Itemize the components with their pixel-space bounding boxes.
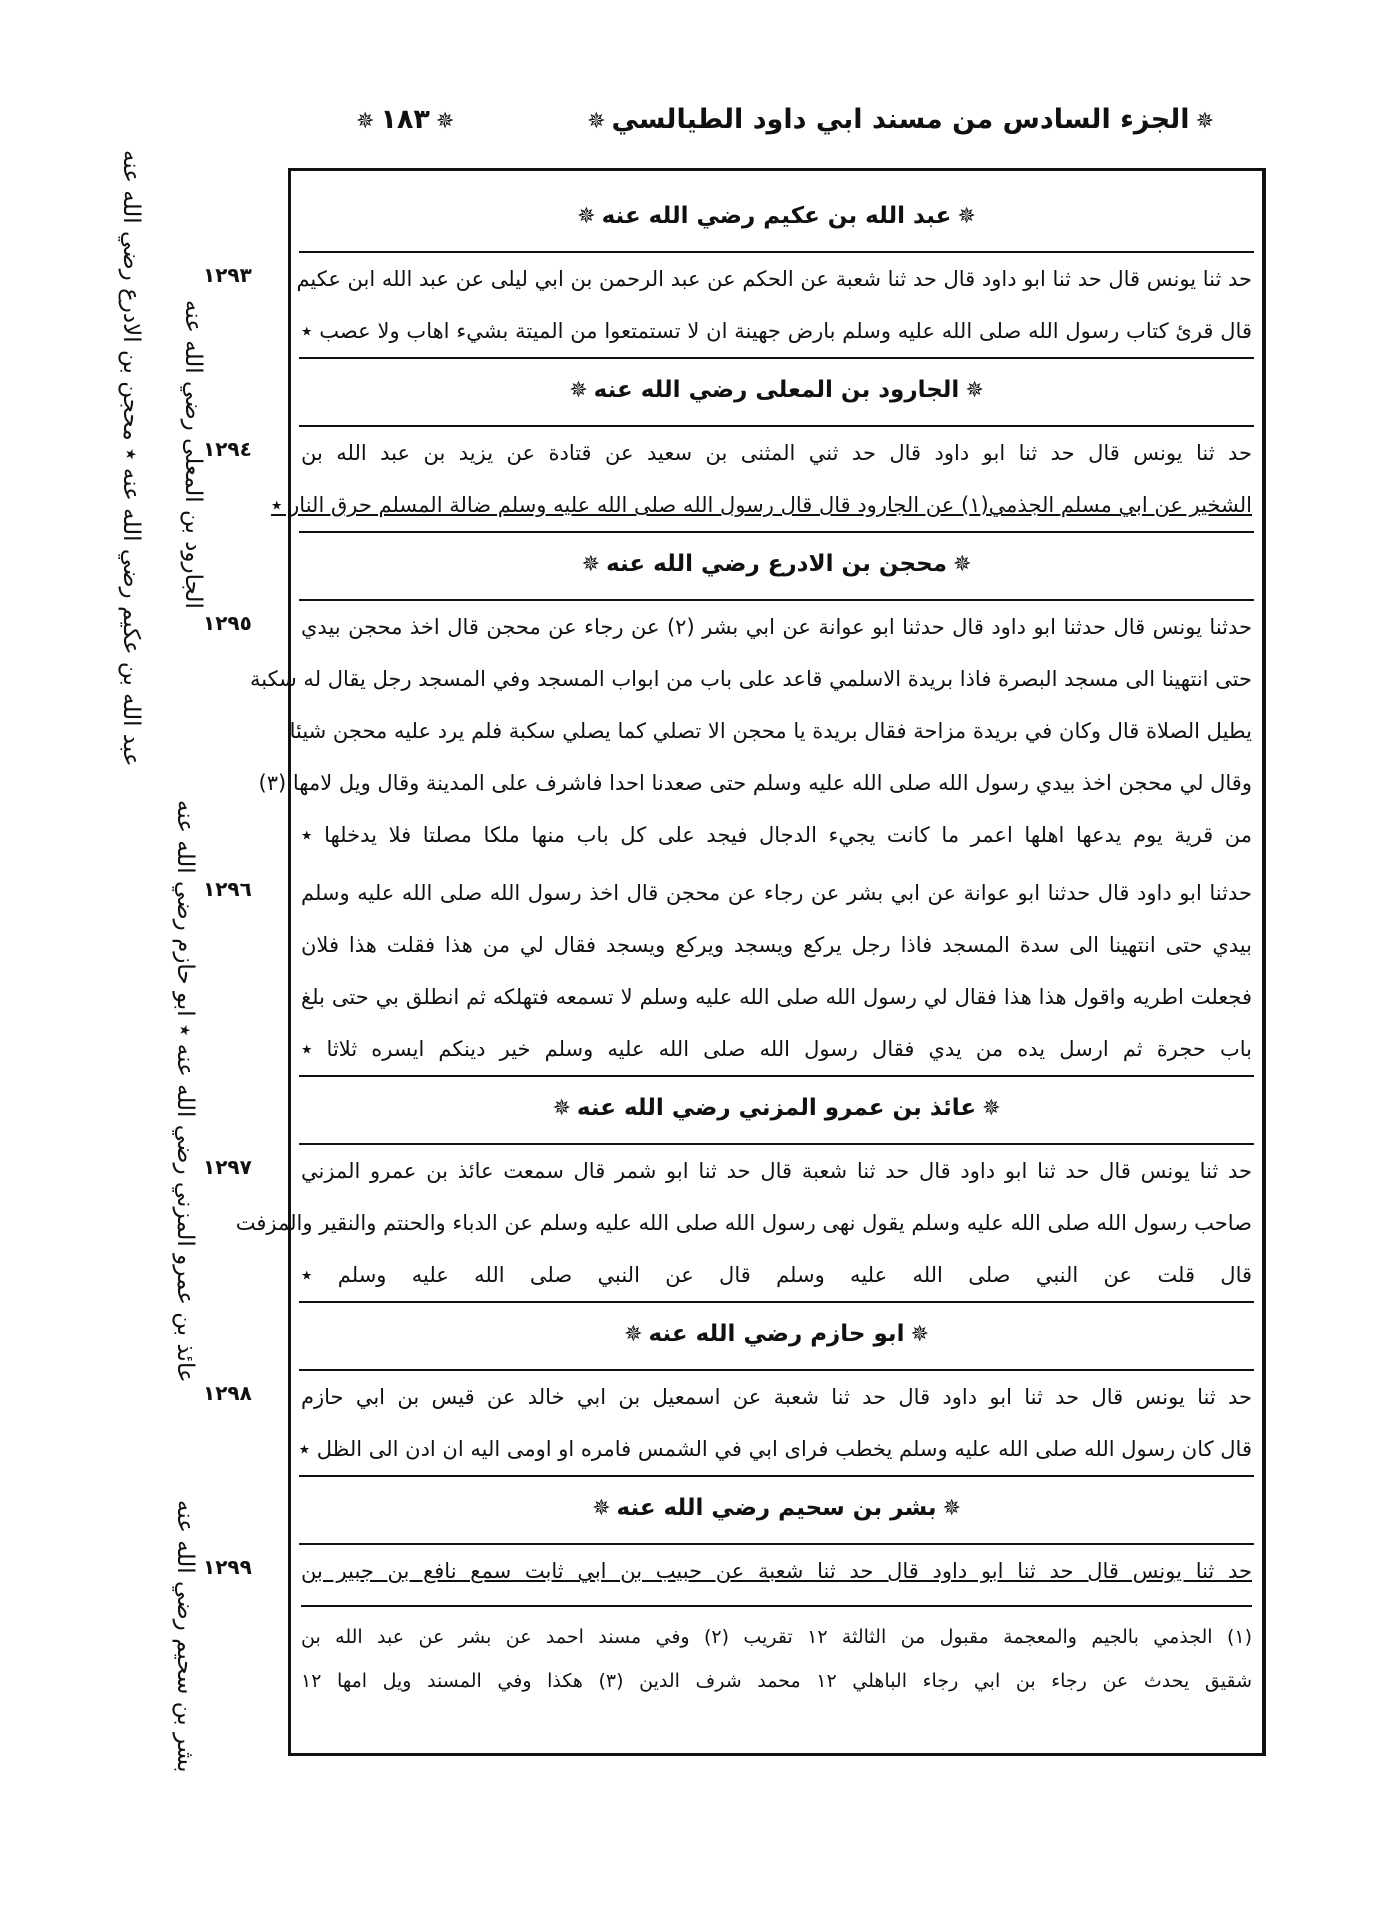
- margin-note: عائذ بن عمرو المزني رضي الله عنه ٭ ابو حازم رضي الله عنه: [172, 800, 198, 1383]
- text-line: حد ثنا يونس قال حد ثنا ابو داود قال حد ثنا شعبة قال حد ثنا ابو شمر قال سمعت عائذ بن عمرو المزني: [301, 1159, 1252, 1183]
- hadith-block: [203, 1371, 1252, 1475]
- text-line: حد ثنا يونس قال حد ثنا ابو داود قال حد ثني المثنى بن سعيد عن قتادة عن يزيد بن عبد الله بن: [301, 441, 1252, 465]
- hadith-number: ١٢٩٥: [203, 611, 252, 635]
- text-line: باب حجرة ثم ارسل يده من يدي فقال رسول الله صلى الله عليه وسلم خير دينكم ايسره ثلاثا ٭: [301, 1037, 1252, 1061]
- star-ornament-icon: ✵: [942, 1496, 961, 1521]
- section-title: ✵الجارود بن المعلى رضي الله عنه✵: [299, 357, 1254, 427]
- hadith-number: ١٢٩٦: [203, 877, 252, 901]
- star-ornament-icon: ✵: [965, 378, 984, 403]
- text-line: حد ثنا يونس قال حد ثنا ابو داود قال حد ثنا شعبة عن اسمعيل بن ابي خالد عن قيس بن ابي حازم: [301, 1385, 1252, 1409]
- text-line: حدثنا يونس قال حدثنا ابو داود قال حدثنا ابو عوانة عن ابي بشر (٢) عن رجاء عن محجن قال اخذ محجن بيدي: [301, 615, 1252, 639]
- star-ornament-icon: ✵: [952, 552, 972, 577]
- text-line: وقال لي محجن اخذ بيدي رسول الله صلى الله عليه وسلم حتى صعدنا احدا فاشرف على المدينة وقال ويل لامها (٣): [258, 771, 1252, 795]
- text-line: حد ثنا يونس قال حد ثنا ابو داود قال حد ثنا شعبة عن الحكم عن عبد الرحمن بن ابي ليلى عن عبد الله ابن عكيم: [296, 267, 1252, 291]
- hadith-number: ١٢٩٧: [203, 1155, 252, 1179]
- text-line: صاحب رسول الله صلى الله عليه وسلم يقول نهى رسول الله صلى الله عليه وسلم عن الدباء والحنتم والنقير والمزفت: [235, 1211, 1252, 1235]
- text-line: بيدي حتى انتهينا الى سدة المسجد فاذا رجل يركع ويسجد ويركع ويسجد فقال لي من هذا فقلت هذا فلان: [301, 933, 1252, 957]
- text-line: حدثنا ابو داود قال حدثنا ابو عوانة عن ابي بشر عن رجاء عن محجن قال اخذ رسول الله صلى الله عليه وسلم: [301, 881, 1252, 905]
- running-header: [300, 104, 1260, 152]
- hadith-block: [203, 601, 1252, 861]
- text-line: قال كان رسول الله صلى الله عليه وسلم يخطب فراى ابي في الشمس فامره او اومى اليه ان ادن الى الظل ٭: [298, 1437, 1252, 1461]
- margin-note: الجارود بن المعلى رضي الله عنه: [180, 300, 206, 609]
- text-line: فجعلت اطريه واقول هذا هذا فقال لي رسول الله صلى الله عليه وسلم لا تسمعه فتهلكه ثم انطلق بي حتى بلغ: [301, 985, 1252, 1009]
- star-ornament-icon: ✵: [356, 109, 375, 134]
- page-number: ✵١٨٣✵: [356, 104, 455, 135]
- section-title: ✵ابو حازم رضي الله عنه✵: [299, 1301, 1254, 1371]
- star-ornament-icon: ✵: [592, 1496, 611, 1521]
- text-line: يطيل الصلاة قال وكان في بريدة مزاحة فقال بريدة يا محجن الا تصلي كما يصلي سكبة فلم يرد عليه محجن شيئا: [289, 719, 1252, 743]
- star-ornament-icon: ✵: [435, 109, 455, 134]
- star-ornament-icon: ✵: [569, 378, 588, 403]
- footnotes: [301, 1605, 1252, 1703]
- hadith-number: ١٢٩٨: [203, 1381, 252, 1405]
- star-ornament-icon: ✵: [552, 1096, 571, 1121]
- star-ornament-icon: ✵: [1195, 109, 1214, 134]
- star-ornament-icon: ✵: [982, 1096, 1001, 1121]
- star-ornament-icon: ✵: [957, 204, 976, 229]
- hadith-number: ١٢٩٩: [203, 1555, 252, 1579]
- text-line: قال قرئ كتاب رسول الله صلى الله عليه وسلم بارض جهينة ان لا تستمتعوا من الميتة بشيء اهاب ولا عصب ٭: [301, 319, 1252, 343]
- star-ornament-icon: ✵: [577, 204, 596, 229]
- star-ornament-icon: ✵: [587, 109, 606, 134]
- book-title: ✵الجزء السادس من مسند ابي داود الطيالسي✵: [587, 104, 1214, 135]
- star-ornament-icon: ✵: [910, 1322, 929, 1347]
- section-title: ✵محجن بن الادرع رضي الله عنه✵: [299, 531, 1254, 601]
- footnote-line: شقيق يحدث عن رجاء بن ابي رجاء الباهلي ١٢ محمد شرف الدين (٣) هكذا وفي المسند ويل امها ١٢: [301, 1670, 1252, 1692]
- margin-note: عبد الله بن عكيم رضي الله عنه ٭ محجن بن الادرع رضي الله عنه: [118, 150, 144, 767]
- section-title: ✵عبد الله بن عكيم رضي الله عنه✵: [299, 185, 1254, 253]
- text-line: الشخير عن ابي مسلم الجذمي(١) عن الجارود قال قال رسول الله صلى الله عليه وسلم ضالة المسلم حرق النار ٭: [271, 493, 1252, 517]
- star-ornament-icon: ✵: [581, 552, 601, 577]
- text-line: حد ثنا يونس قال حد ثنا ابو داود قال حد ثنا شعبة عن حبيب بن ابي ثابت سمع نافع بن جبير بن: [301, 1559, 1252, 1583]
- hadith-block: [203, 867, 1252, 1075]
- text-line: حتى انتهينا الى مسجد البصرة فاذا بريدة الاسلمي قاعد على باب من ابواب المسجد وفي المسجد رجل يقال له سكبة: [249, 667, 1252, 691]
- page-frame: [203, 168, 1266, 1756]
- section-title: ✵عائذ بن عمرو المزني رضي الله عنه✵: [299, 1075, 1254, 1145]
- text-line: قال قلت عن النبي صلى الله عليه وسلم قال عن النبي صلى الله عليه وسلم ٭: [301, 1263, 1252, 1287]
- hadith-block: [203, 427, 1252, 531]
- hadith-block: [203, 1545, 1252, 1597]
- hadith-number: ١٢٩٤: [203, 437, 252, 461]
- footnote-line: (١) الجذمي بالجيم والمعجمة مقبول من الثالثة ١٢ تقريب (٢) وفي مسند احمد عن بشر عن عبد الله بن: [301, 1626, 1252, 1648]
- hadith-number: ١٢٩٣: [203, 263, 252, 287]
- section-title: ✵بشر بن سحيم رضي الله عنه✵: [299, 1475, 1254, 1545]
- star-ornament-icon: ✵: [624, 1322, 643, 1347]
- margin-note: بشر بن سحيم رضي الله عنه: [172, 1500, 198, 1773]
- hadith-block: [203, 253, 1252, 357]
- text-line: من قرية يوم يدعها اهلها اعمر ما كانت يجيء الدجال فيجد على كل باب منها ملكا مصلتا فلا يدخلها ٭: [301, 823, 1252, 847]
- hadith-block: [203, 1145, 1252, 1301]
